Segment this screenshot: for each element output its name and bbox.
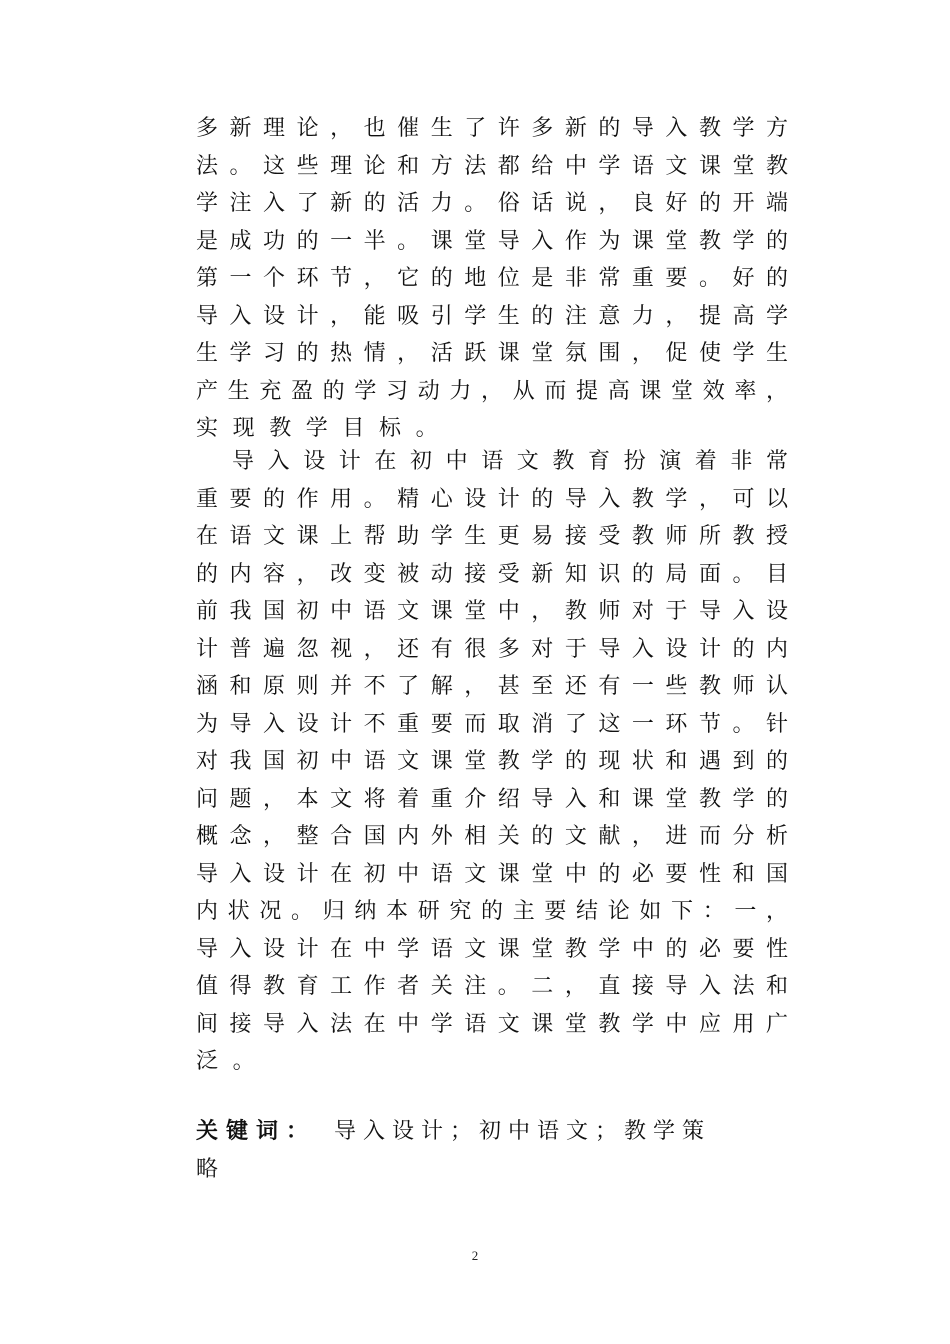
keywords-line	[196, 1113, 816, 1150]
keywords-label: 关键词：	[196, 1119, 317, 1144]
text-line: 泛。	[196, 1049, 270, 1074]
text-line: 间接导入法在中学语文课堂教学中应用广	[196, 1011, 800, 1037]
page-number: 2	[471, 1248, 479, 1263]
text-line: 涵和原则并不了解，甚至还有一些教师认	[196, 674, 800, 699]
text-line: 实现教学目标。	[196, 416, 453, 441]
text-line: 问题，本文将着重介绍导入和课堂教学的	[196, 786, 800, 812]
text-line: 的内容，改变被动接受新知识的局面。目	[196, 561, 800, 587]
text-line: 法。这些理论和方法都给中学语文课堂教	[196, 153, 800, 179]
text-line: 内状况。归纳本研究的主要结论如下：一，	[196, 899, 798, 924]
text-line: 导入设计，能吸引学生的注意力，提高学	[196, 303, 800, 329]
keywords-value: 导入设计；初中语文；教学策	[334, 1119, 712, 1144]
text-line: 概念，整合国内外相关的文献，进而分析	[196, 824, 800, 849]
text-line: 生学习的热情，活跃课堂氛围，促使学生	[196, 341, 800, 366]
text-line: 值得教育工作者关注。二，直接导入法和	[196, 974, 800, 999]
text-line: 前我国初中语文课堂中，教师对于导入设	[196, 599, 800, 624]
text-line: 多新理论，也催生了许多新的导入教学方	[196, 116, 800, 141]
text-line: 对我国初中语文课堂教学的现状和遇到的	[196, 749, 800, 774]
text-line: 导入设计在中学语文课堂教学中的必要性	[196, 936, 800, 962]
text-line: 是成功的一半。课堂导入作为课堂教学的	[196, 228, 800, 254]
text-line: 在语文课上帮助学生更易接受教师所教授	[196, 524, 800, 549]
text-line: 计普遍忽视，还有很多对于导入设计的内	[196, 636, 800, 662]
text-line: 学注入了新的活力。俗话说，良好的开端	[196, 191, 800, 216]
text-line: 第一个环节，它的地位是非常重要。好的	[196, 266, 800, 291]
text-line: 为导入设计不重要而取消了这一环节。针	[196, 711, 800, 737]
text-line: 导入设计在初中语文课堂中的必要性和国	[196, 861, 800, 887]
text-line: 导入设计在初中语文教育扮演着非常	[232, 449, 802, 474]
text-line: 重要的作用。精心设计的导入教学，可以	[196, 486, 800, 512]
keywords-continuation: 略	[196, 1157, 219, 1182]
text-line: 产生充盈的学习动力，从而提高课堂效率，	[196, 378, 798, 404]
